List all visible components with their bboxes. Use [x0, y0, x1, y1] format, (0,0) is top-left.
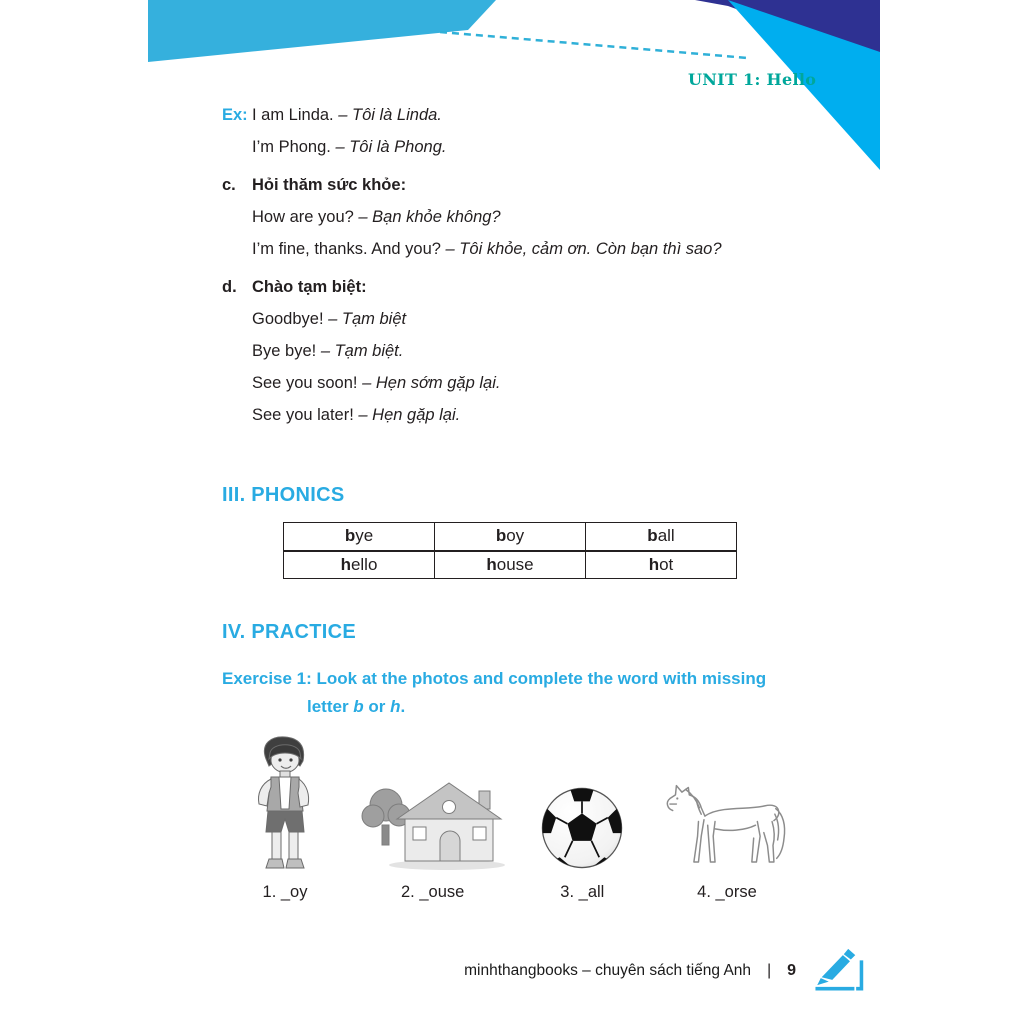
title-text: letter	[307, 697, 354, 716]
phrase-line	[252, 238, 812, 260]
horse-image	[658, 773, 796, 871]
phonics-cell	[284, 523, 435, 551]
initial-letter: b	[647, 526, 658, 546]
vietnamese-translation: – Bạn khỏe không?	[358, 208, 501, 226]
section-title: Hỏi thăm sức khỏe:	[252, 176, 407, 194]
vietnamese-translation: – Hẹn sớm gặp lại.	[362, 374, 501, 392]
vietnamese-translation: – Tôi là Phong.	[335, 138, 447, 156]
initial-letter: h	[486, 554, 497, 574]
soccer-ball-image	[539, 785, 625, 871]
phonics-cell	[435, 551, 586, 579]
phonics-cell	[435, 523, 586, 551]
vietnamese-translation: – Tạm biệt.	[320, 342, 404, 360]
initial-letter: h	[648, 554, 660, 574]
vietnamese-translation: – Hẹn gặp lại.	[358, 406, 461, 424]
figure-house	[359, 769, 507, 902]
phonics-heading: III. PHONICS	[222, 484, 345, 506]
figure-caption: 3. _all	[560, 883, 605, 901]
section-d	[222, 270, 812, 436]
section-c-lines	[252, 168, 812, 270]
phonics-table	[283, 522, 737, 579]
example-line	[252, 136, 812, 158]
phonics-cell	[586, 551, 737, 579]
word-rest: oy	[506, 526, 525, 546]
word-rest: ello	[350, 554, 378, 574]
footer-text: minhthangbooks – chuyên sách tiếng Anh	[464, 962, 752, 979]
english-phrase: How are you?	[252, 208, 354, 226]
phrase-line	[252, 308, 812, 330]
section-c	[222, 168, 812, 270]
exercise-title-line2	[307, 695, 812, 719]
example-line	[252, 104, 812, 126]
example-block	[222, 104, 812, 168]
english-phrase: See you later!	[252, 406, 354, 424]
phonics-row	[284, 523, 737, 551]
boy-eye	[278, 758, 281, 761]
figure-caption: 1. _oy	[262, 883, 308, 901]
initial-letter: h	[340, 554, 351, 574]
title-text: or	[363, 697, 391, 716]
unit-header: UNIT 1: Hello	[688, 70, 817, 89]
section-d-lines	[252, 270, 812, 436]
page-number: 9	[787, 962, 796, 979]
section-letter: c.	[222, 176, 236, 194]
english-phrase: Goodbye!	[252, 310, 324, 328]
phrase-line	[252, 340, 812, 362]
house-image	[359, 769, 507, 871]
page-footer	[0, 948, 1024, 994]
writing-hand-logo-icon	[810, 948, 874, 994]
word-rest: ye	[355, 526, 374, 546]
english-phrase: I’m fine, thanks. And you?	[252, 240, 441, 258]
boy-image	[244, 735, 326, 871]
cyan-top-band	[148, 0, 496, 62]
footer-separator: |	[767, 962, 772, 979]
example-label: Ex:	[222, 106, 248, 124]
phrase-line	[252, 404, 812, 426]
exercise-figures	[244, 735, 796, 902]
english-phrase: I am Linda.	[252, 106, 334, 124]
english-phrase: See you soon!	[252, 374, 358, 392]
phrase-line	[252, 206, 812, 228]
dashed-divider-line	[440, 32, 748, 58]
phonics-cell	[284, 551, 435, 579]
vietnamese-translation: – Tạm biệt	[328, 310, 407, 328]
vietnamese-translation: – Tôi là Linda.	[338, 106, 442, 124]
english-phrase: I’m Phong.	[252, 138, 331, 156]
figure-ball	[539, 785, 625, 902]
figure-boy	[244, 735, 326, 902]
figure-caption: 2. _ouse	[401, 883, 465, 901]
word-rest: ot	[659, 554, 674, 574]
phonics-row	[284, 551, 737, 579]
phonics-cell	[586, 523, 737, 551]
phrase-line	[252, 372, 812, 394]
word-rest: all	[657, 526, 675, 546]
figure-caption: 4. _orse	[697, 883, 757, 901]
initial-letter: b	[344, 526, 356, 546]
boy-eye	[289, 758, 292, 761]
english-phrase: Bye bye!	[252, 342, 317, 360]
section-title: Chào tạm biệt:	[252, 278, 367, 296]
page-content	[222, 104, 812, 902]
word-rest: ouse	[496, 554, 534, 574]
practice-heading: IV. PRACTICE	[222, 621, 357, 643]
example-lines	[252, 104, 812, 168]
title-text: .	[400, 697, 406, 716]
vietnamese-translation: – Tôi khỏe, cảm ơn. Còn bạn thì sao?	[445, 240, 722, 258]
initial-letter: b	[495, 526, 507, 546]
letter-h: h	[390, 697, 401, 716]
letter-b: b	[353, 697, 364, 716]
figure-horse	[658, 773, 796, 902]
exercise-title-line1: Exercise 1: Look at the photos and complete the word with missing	[222, 669, 767, 688]
section-letter: d.	[222, 278, 237, 296]
